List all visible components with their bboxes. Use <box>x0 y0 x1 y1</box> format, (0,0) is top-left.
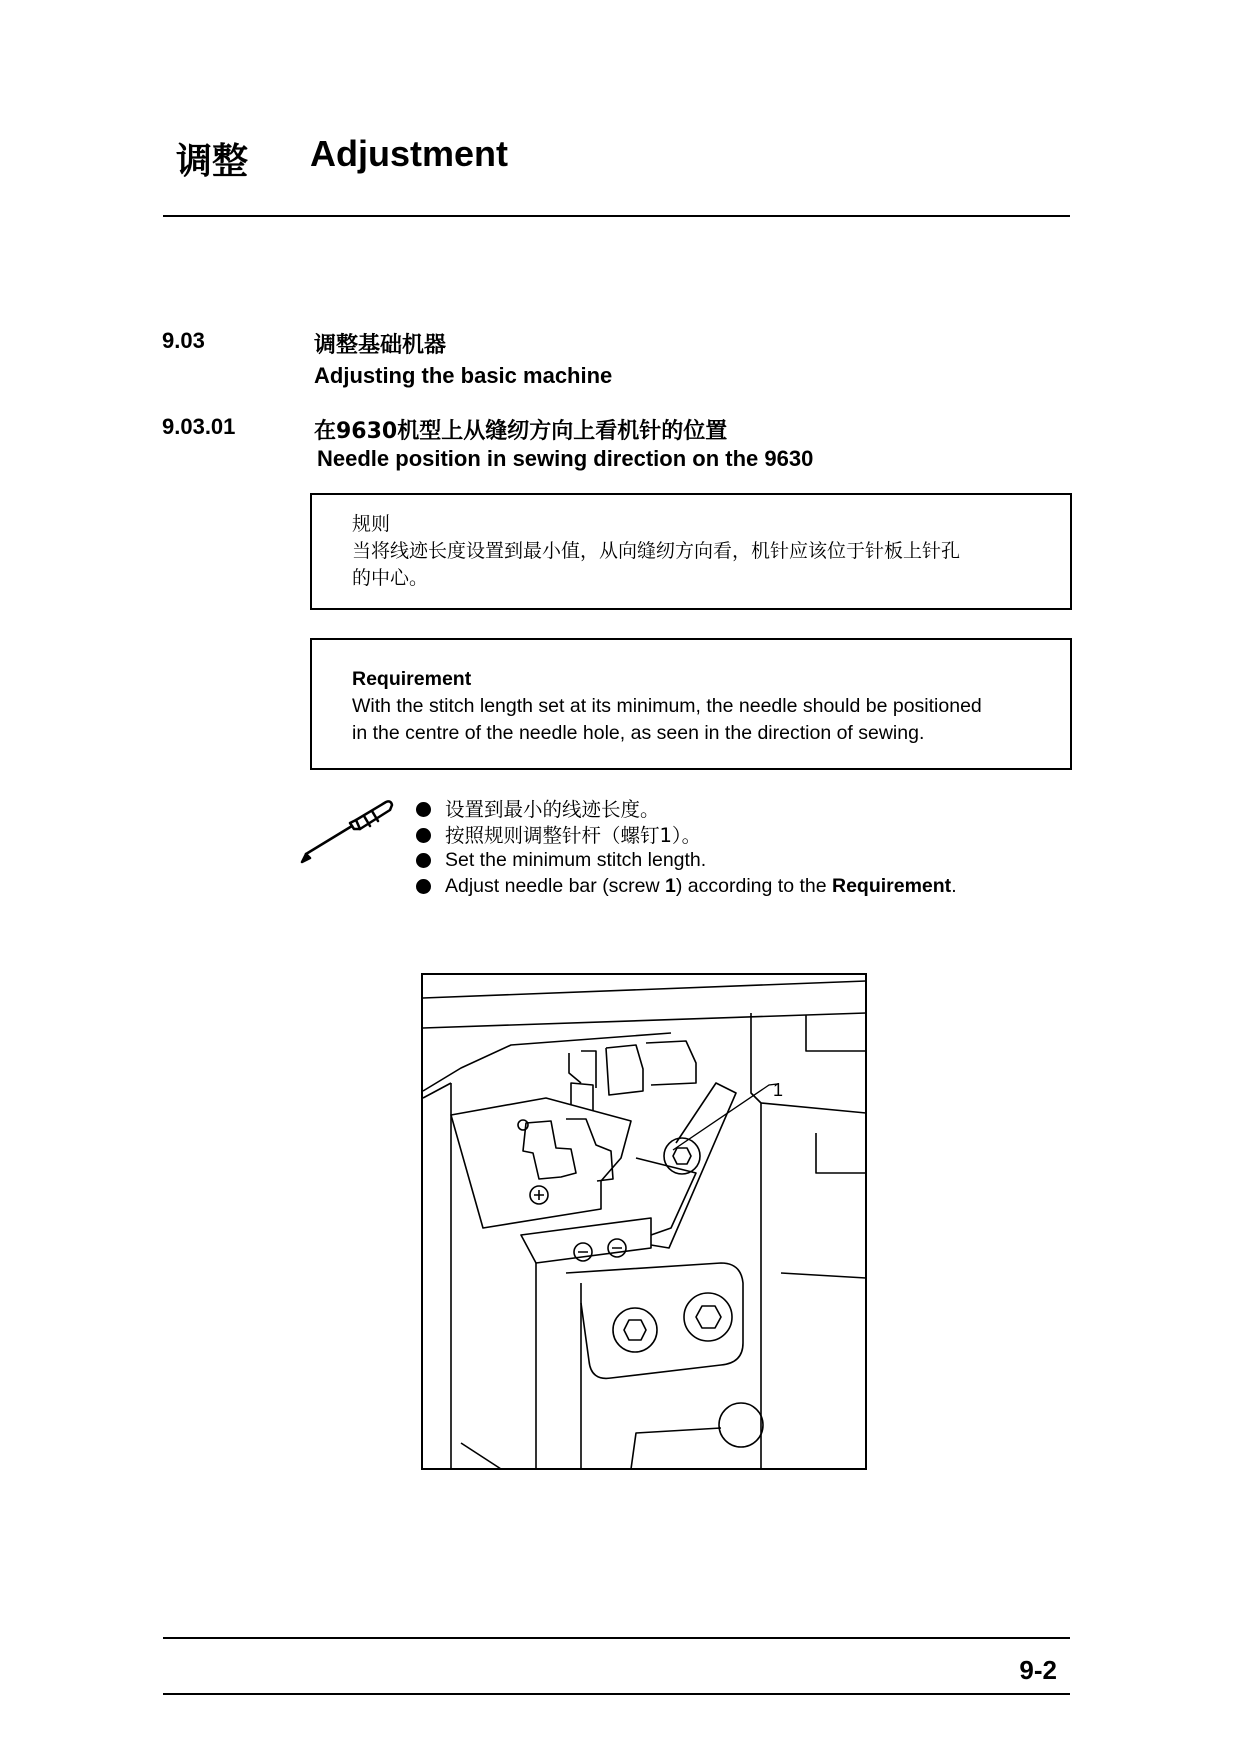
list-item <box>416 797 957 823</box>
requirement-box-en <box>310 638 1072 770</box>
footer-rule-top <box>163 1637 1070 1639</box>
step-en-2: Adjust needle bar (screw 1) according to the Requirement. <box>445 874 957 897</box>
screwdriver-icon <box>298 796 394 864</box>
requirement-line-cn-2: 的中心。 <box>352 567 429 589</box>
section-title-cn: 调整基础机器 <box>314 333 447 358</box>
list-item <box>416 874 957 900</box>
header-rule <box>163 215 1070 217</box>
page-title-cn: 调整 <box>176 141 249 182</box>
bullet-dot-icon <box>416 879 431 894</box>
section-number: 9.03 <box>162 328 205 353</box>
requirement-line-en-2: in the centre of the needle hole, as seen in the direction of sewing. <box>352 722 925 744</box>
step-cn-1: 设置到最小的线迹长度。 <box>445 798 660 821</box>
requirement-box-cn <box>310 493 1072 610</box>
requirement-heading-cn: 规则 <box>352 513 391 535</box>
footer-rule-bottom <box>163 1693 1070 1695</box>
requirement-heading-en: Requirement <box>352 668 472 690</box>
subsection-title-cn: 在9630机型上从缝纫方向上看机针的位置 <box>314 419 728 444</box>
bullet-dot-icon <box>416 802 431 817</box>
section-title-en: Adjusting the basic machine <box>314 363 613 388</box>
step-en-1: Set the minimum stitch length. <box>445 849 707 871</box>
steps-list <box>416 797 957 899</box>
bullet-dot-icon <box>416 853 431 868</box>
list-item <box>416 848 957 874</box>
step-cn-2: 按照规则调整针杆（螺钉1）。 <box>445 823 702 847</box>
bullet-dot-icon <box>416 828 431 843</box>
requirement-line-en-1: With the stitch length set at its minimum, the needle should be positioned <box>352 695 982 717</box>
list-item <box>416 823 957 849</box>
page-number: 9-2 <box>1019 1655 1057 1685</box>
needle-bar-figure <box>421 973 867 1470</box>
page-title-en: Adjustment <box>310 133 508 174</box>
subsection-title-en: Needle position in sewing direction on the 9630 <box>317 446 814 471</box>
subsection-number: 9.03.01 <box>162 414 236 439</box>
callout-label: 1 <box>773 1080 784 1100</box>
requirement-line-cn-1: 当将线迹长度设置到最小值，从向缝纫方向看，机针应该位于针板上针孔 <box>352 540 961 562</box>
